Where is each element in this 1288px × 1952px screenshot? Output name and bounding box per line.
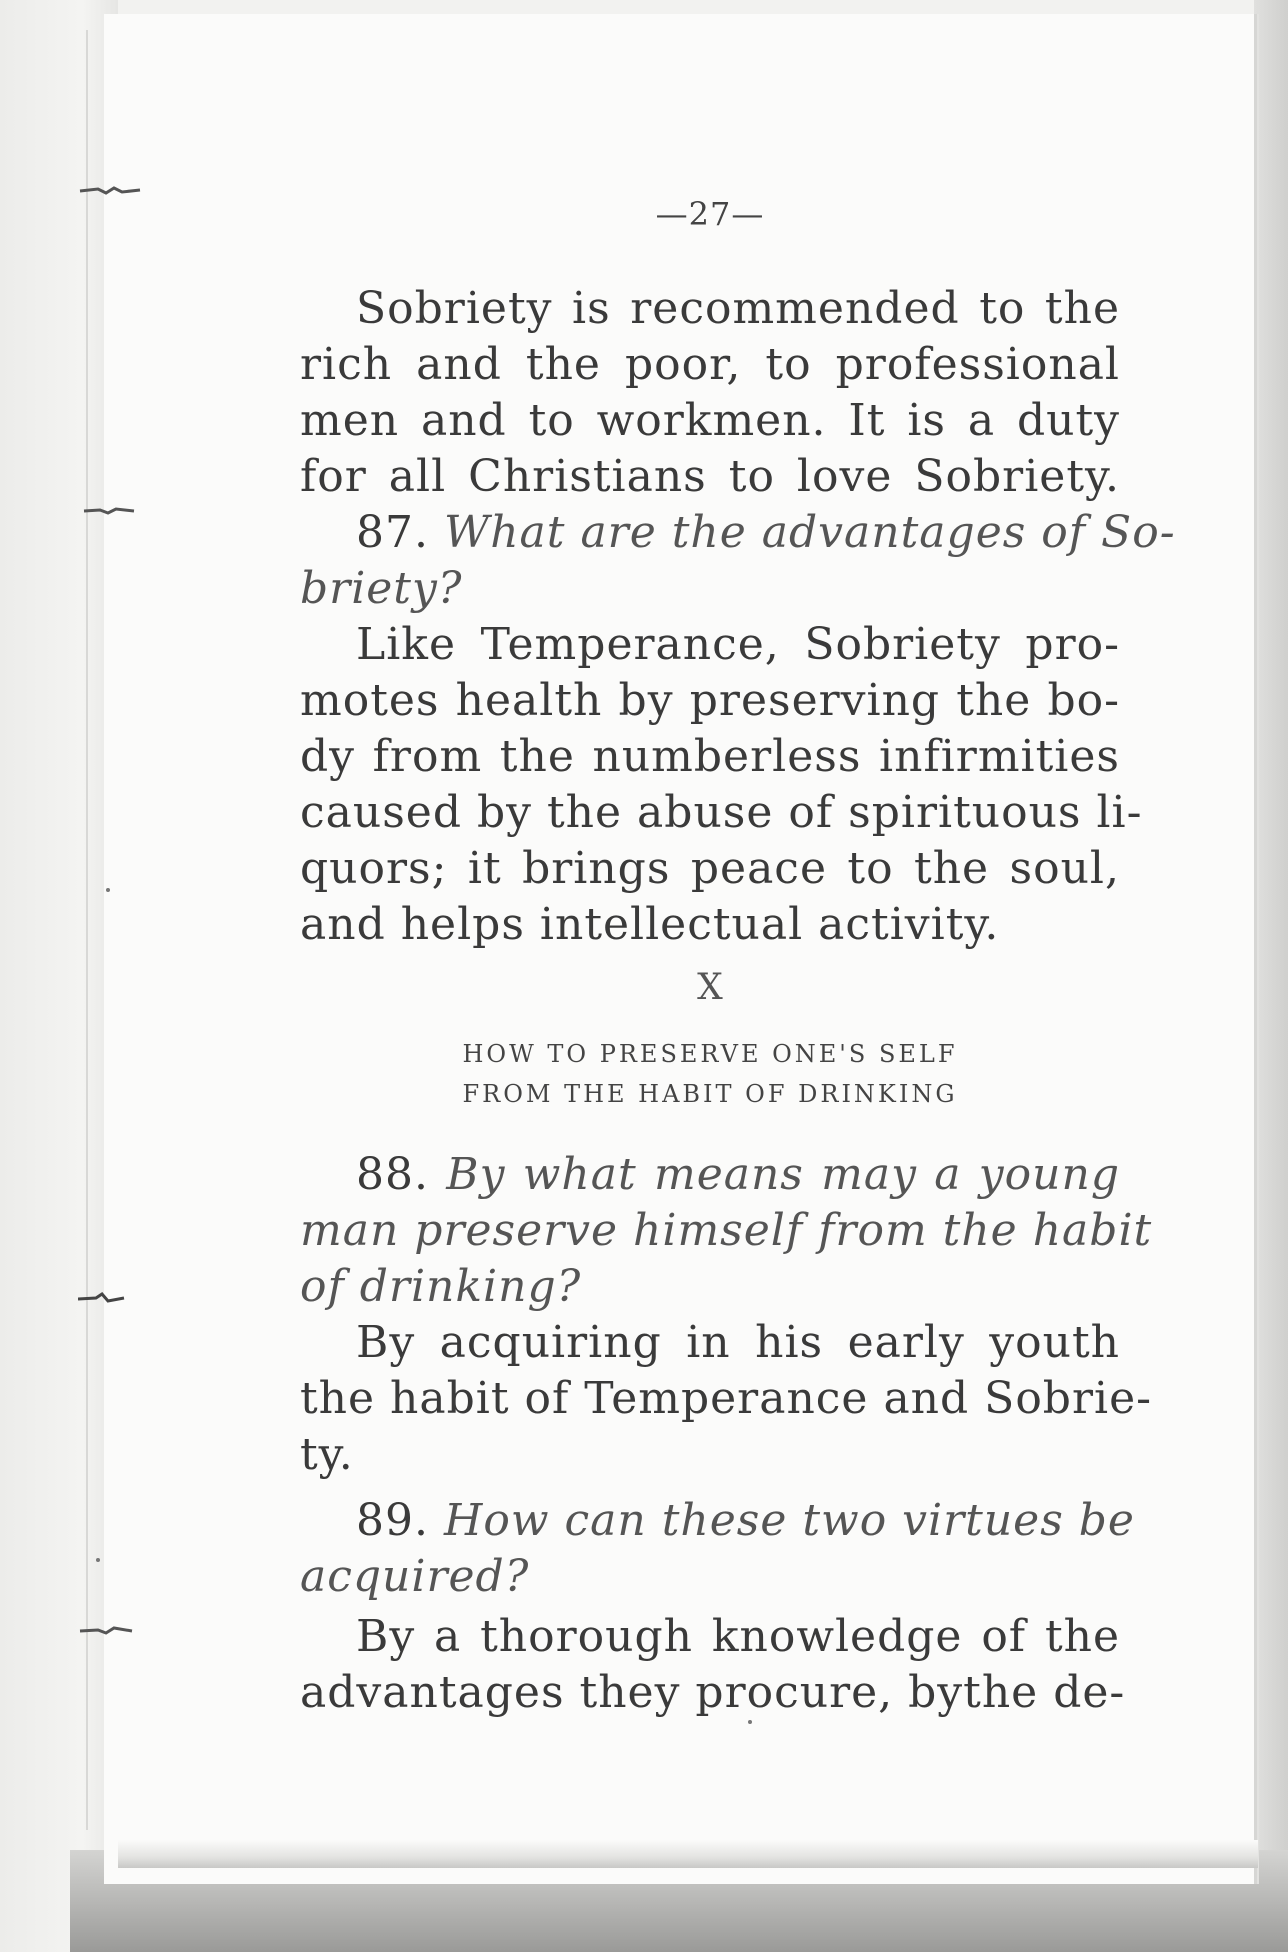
answer-line: caused by the abuse of spirituous li- bbox=[300, 787, 1143, 838]
page-number: —27— bbox=[655, 195, 765, 233]
question-text: By what means may a young bbox=[446, 1149, 1120, 1200]
text-line: men and to workmen. It is a duty bbox=[300, 395, 1120, 446]
chapter-title: HOW TO PRESERVE ONE'S SELF bbox=[462, 1040, 958, 1068]
question-88 bbox=[300, 1149, 1120, 1200]
answer-line: and helps intellectual activity. bbox=[300, 899, 1000, 950]
answer-line: By acquiring in his early youth bbox=[356, 1317, 1120, 1368]
binding-fold-line bbox=[86, 30, 88, 1830]
answer-line: the habit of Temperance and Sobrie- bbox=[300, 1373, 1152, 1424]
page-bottom-fade bbox=[118, 1840, 1258, 1868]
chapter-numeral: X bbox=[697, 967, 723, 1008]
answer-line: motes health by preserving the bo- bbox=[300, 675, 1120, 726]
text-line: for all Christians to love Sobriety. bbox=[300, 451, 1120, 502]
question-text: acquired? bbox=[300, 1551, 530, 1602]
binding-margin bbox=[0, 0, 118, 1952]
question-text: How can these two virtues be bbox=[443, 1495, 1135, 1546]
question-89 bbox=[300, 1495, 1135, 1546]
answer-line: advantages they procure, bythe de- bbox=[300, 1667, 1126, 1718]
question-number: 89. bbox=[356, 1495, 429, 1546]
page-edge-shadow bbox=[1254, 0, 1288, 1952]
question-number: 88. bbox=[356, 1149, 429, 1200]
answer-line: Like Temperance, Sobriety pro- bbox=[356, 619, 1120, 670]
text-line: rich and the poor, to professional bbox=[300, 339, 1120, 390]
question-text: of drinking? bbox=[300, 1261, 582, 1312]
answer-line: quors; it brings peace to the soul, bbox=[300, 843, 1120, 894]
binding-stitch-icon bbox=[78, 1625, 142, 1637]
answer-line: dy from the numberless infirmities bbox=[300, 731, 1120, 782]
question-87 bbox=[300, 507, 1176, 558]
chapter-title: FROM THE HABIT OF DRINKING bbox=[462, 1080, 958, 1108]
answer-line: By a thorough knowledge of the bbox=[356, 1611, 1120, 1662]
answer-line: ty. bbox=[300, 1429, 354, 1480]
paper-speck bbox=[96, 1558, 100, 1562]
question-text: man preserve himself from the habit bbox=[300, 1205, 1153, 1256]
paper-speck bbox=[106, 888, 110, 892]
binding-stitch-icon bbox=[78, 505, 142, 517]
question-text: What are the advantages of So- bbox=[443, 507, 1176, 558]
question-text: briety? bbox=[300, 563, 463, 614]
binding-stitch-icon bbox=[78, 185, 142, 197]
binding-stitch-icon bbox=[78, 1292, 142, 1304]
paper-speck bbox=[748, 1720, 752, 1724]
question-number: 87. bbox=[356, 507, 429, 558]
text-line: Sobriety is recommended to the bbox=[356, 283, 1120, 334]
